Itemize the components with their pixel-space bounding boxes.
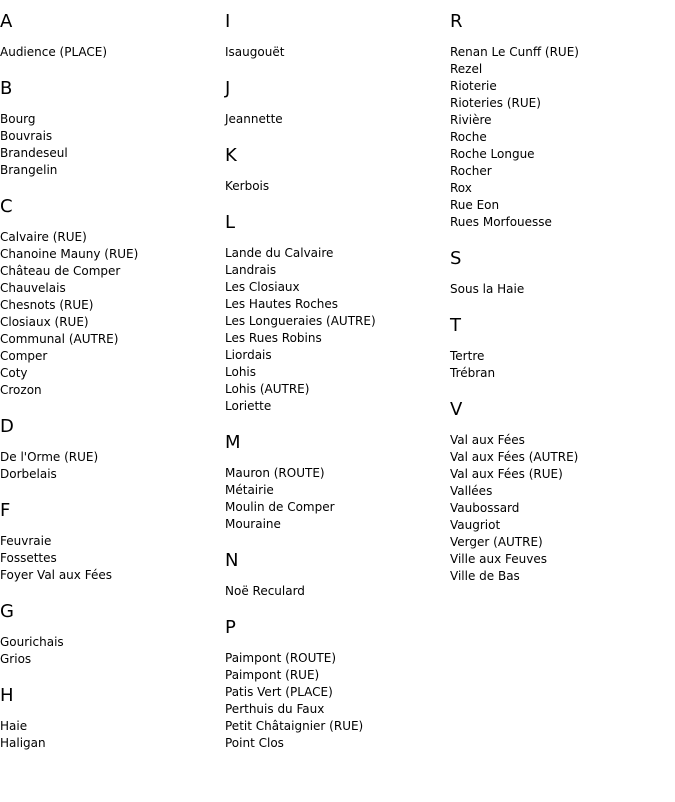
street-link[interactable]: Loriette [225, 399, 272, 413]
street-link[interactable]: Bourg [0, 112, 36, 126]
street-link[interactable]: Communal (AUTRE) [0, 332, 119, 346]
street-link[interactable]: Ville aux Feuves [450, 552, 547, 566]
letter-section [0, 684, 225, 752]
street-link[interactable]: Jeannette [225, 112, 283, 126]
street-link[interactable]: Mouraine [225, 517, 281, 531]
street-link[interactable]: Brandeseul [0, 146, 68, 160]
street-link[interactable]: Grios [0, 652, 32, 666]
street-link[interactable]: Verger (AUTRE) [450, 535, 543, 549]
street-link[interactable]: Brangelin [0, 163, 58, 177]
street-link[interactable]: Paimpont (ROUTE) [225, 651, 336, 665]
street-link[interactable]: Coty [0, 366, 28, 380]
street-link[interactable]: Closiaux (RUE) [0, 315, 89, 329]
street-link[interactable]: Tertre [450, 349, 485, 363]
street-link[interactable]: Calvaire (RUE) [0, 230, 87, 244]
street-link[interactable]: Rioteries (RUE) [450, 96, 541, 110]
street-link[interactable]: Fossettes [0, 551, 57, 565]
street-link[interactable]: Ville de Bas [450, 569, 520, 583]
street-link[interactable]: Dorbelais [0, 467, 57, 481]
letter-section [225, 431, 450, 533]
letter-heading: V [450, 399, 463, 420]
letter-section [0, 77, 225, 179]
letter-section [450, 10, 675, 231]
street-link[interactable]: Rivière [450, 113, 492, 127]
street-link[interactable]: Val aux Fées [450, 433, 525, 447]
street-link[interactable]: Vaugriot [450, 518, 501, 532]
street-link[interactable]: Foyer Val aux Fées [0, 568, 112, 582]
index-column [450, 10, 675, 601]
letter-heading: T [450, 315, 461, 336]
letter-heading: H [0, 685, 14, 706]
letter-heading: A [0, 11, 13, 32]
street-link[interactable]: Lohis [225, 365, 257, 379]
street-link[interactable]: Moulin de Comper [225, 500, 335, 514]
street-link[interactable]: Lande du Calvaire [225, 246, 334, 260]
street-link[interactable]: Roche Longue [450, 147, 535, 161]
index-column [225, 10, 450, 768]
street-link[interactable]: Patis Vert (PLACE) [225, 685, 333, 699]
letter-section [225, 144, 450, 195]
street-link[interactable]: Rocher [450, 164, 492, 178]
letter-heading: B [0, 78, 13, 99]
street-link[interactable]: Rioterie [450, 79, 497, 93]
street-link[interactable]: Point Clos [225, 736, 284, 750]
street-link[interactable]: Audience (PLACE) [0, 45, 108, 59]
street-link[interactable]: Sous la Haie [450, 282, 525, 296]
street-link[interactable]: Trébran [450, 366, 496, 380]
street-link[interactable]: Haligan [0, 736, 46, 750]
letter-section [0, 499, 225, 584]
letter-heading: N [225, 550, 239, 571]
letter-heading: I [225, 11, 231, 32]
street-link[interactable]: Liordais [225, 348, 272, 362]
street-link[interactable]: Petit Châtaignier (RUE) [225, 719, 364, 733]
street-link[interactable]: Vaubossard [450, 501, 520, 515]
street-link[interactable]: Gourichais [0, 635, 64, 649]
street-link[interactable]: Château de Comper [0, 264, 121, 278]
letter-heading: D [0, 416, 14, 437]
street-link[interactable]: Rue Eon [450, 198, 500, 212]
street-link[interactable]: Rues Morfouesse [450, 215, 552, 229]
letter-section [450, 398, 675, 585]
letter-heading: C [0, 196, 13, 217]
street-link[interactable]: Rezel [450, 62, 483, 76]
street-link[interactable]: Chanoine Mauny (RUE) [0, 247, 139, 261]
street-link[interactable]: Métairie [225, 483, 274, 497]
letter-heading: L [225, 212, 236, 233]
street-link[interactable]: Landrais [225, 263, 277, 277]
street-link[interactable]: Les Rues Robins [225, 331, 322, 345]
letter-section [450, 314, 675, 382]
street-link[interactable]: Noë Reculard [225, 584, 305, 598]
street-link[interactable]: Bouvrais [0, 129, 53, 143]
letter-section [225, 10, 450, 61]
street-link[interactable]: Rox [450, 181, 472, 195]
letter-section [0, 195, 225, 399]
street-link[interactable]: Chesnots (RUE) [0, 298, 94, 312]
street-link[interactable]: Roche [450, 130, 487, 144]
street-link[interactable]: Crozon [0, 383, 42, 397]
street-link[interactable]: Val aux Fées (RUE) [450, 467, 563, 481]
letter-heading: P [225, 617, 236, 638]
letter-section [450, 247, 675, 298]
index-column [0, 10, 225, 768]
street-link[interactable]: Isaugouët [225, 45, 285, 59]
street-link[interactable]: Comper [0, 349, 48, 363]
street-link[interactable]: Renan Le Cunff (RUE) [450, 45, 579, 59]
letter-section [225, 77, 450, 128]
letter-heading: K [225, 145, 237, 166]
street-link[interactable]: Les Longueraies (AUTRE) [225, 314, 376, 328]
letter-heading: R [450, 11, 463, 32]
letter-heading: G [0, 601, 14, 622]
letter-heading: J [225, 78, 231, 99]
street-link[interactable]: Les Hautes Roches [225, 297, 339, 311]
letter-section [0, 415, 225, 483]
street-link[interactable]: Les Closiaux [225, 280, 300, 294]
street-link[interactable]: Haie [0, 719, 28, 733]
street-link[interactable]: Kerbois [225, 179, 270, 193]
letter-section [225, 549, 450, 600]
street-link[interactable]: Lohis (AUTRE) [225, 382, 310, 396]
street-link[interactable]: Val aux Fées (AUTRE) [450, 450, 579, 464]
letter-section [225, 616, 450, 752]
street-link[interactable]: Mauron (ROUTE) [225, 466, 325, 480]
letter-heading: S [450, 248, 462, 269]
street-link[interactable]: Perthuis du Faux [225, 702, 325, 716]
street-link[interactable]: Feuvraie [0, 534, 52, 548]
street-link[interactable]: De l'Orme (RUE) [0, 450, 99, 464]
street-link[interactable]: Paimpont (RUE) [225, 668, 320, 682]
street-link[interactable]: Vallées [450, 484, 493, 498]
letter-section [0, 600, 225, 668]
street-link[interactable]: Chauvelais [0, 281, 66, 295]
letter-section [225, 211, 450, 415]
letter-heading: M [225, 432, 241, 453]
letter-section [0, 10, 225, 61]
letter-heading: F [0, 500, 11, 521]
